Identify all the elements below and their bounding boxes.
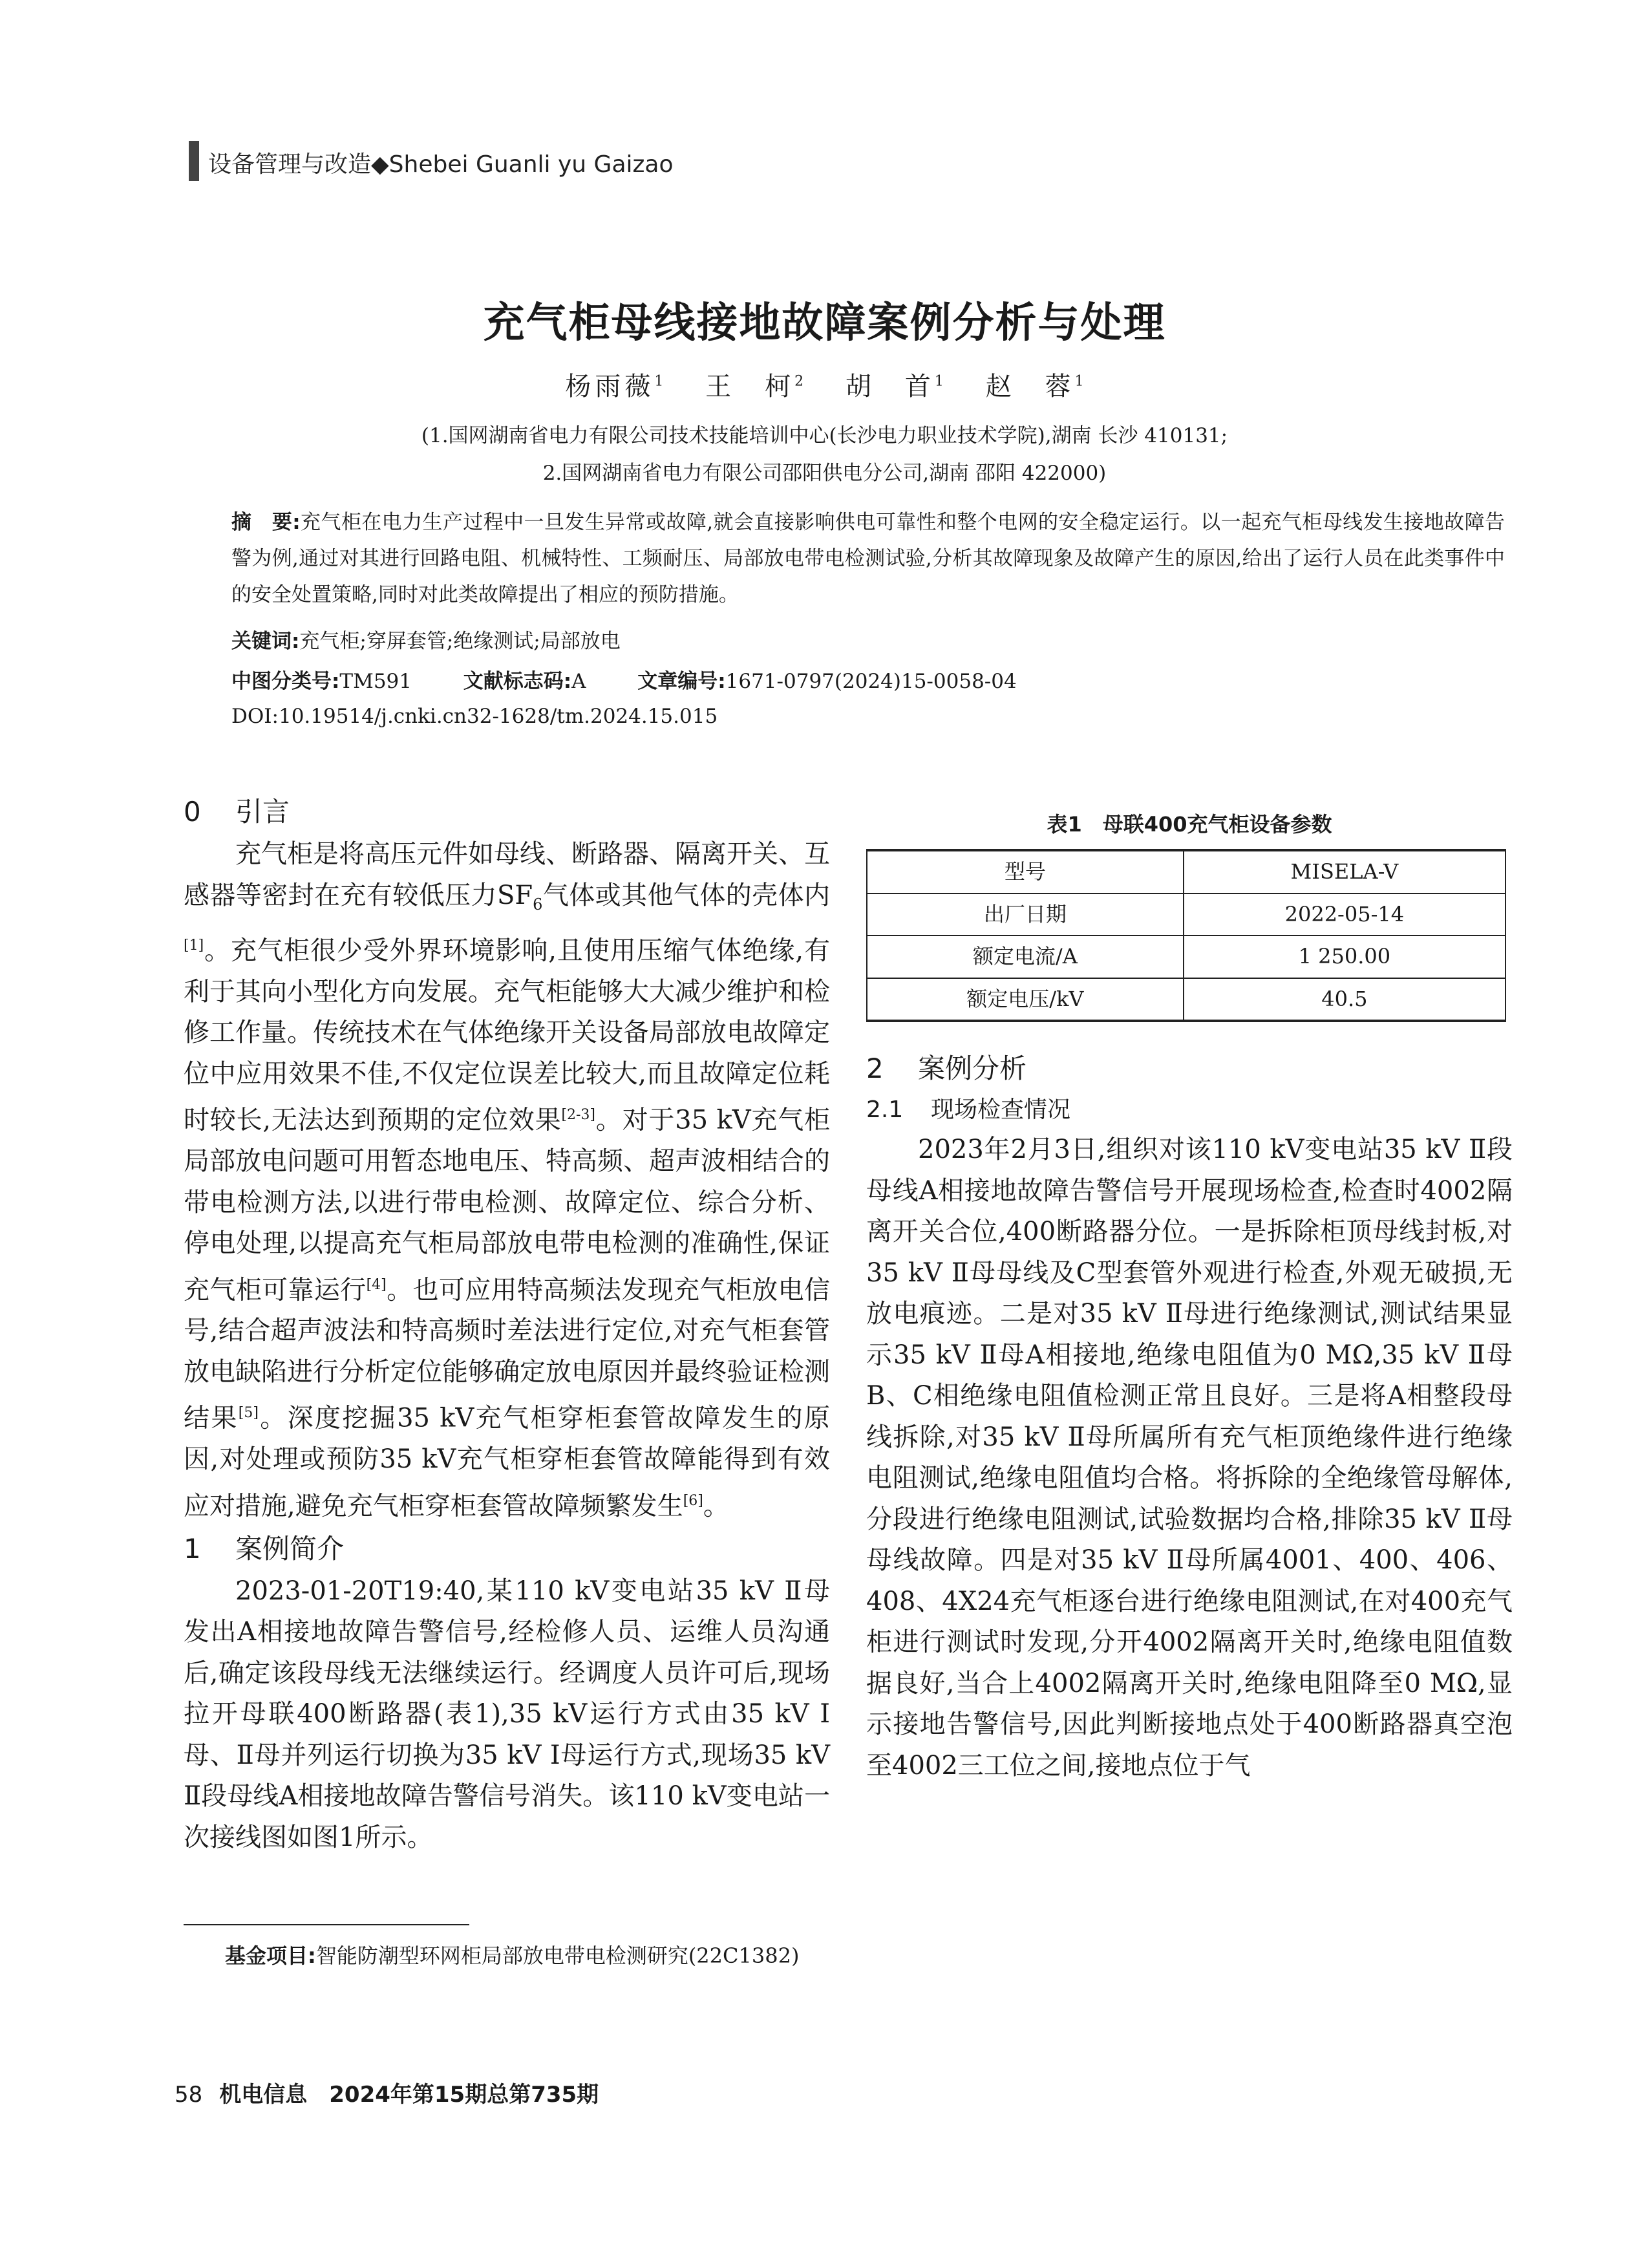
text-run: 。 bbox=[703, 1491, 729, 1521]
doc-code-value: A bbox=[571, 670, 586, 693]
citation: [2-3] bbox=[561, 1107, 596, 1124]
text-run: 气体或其他气体的壳体内 bbox=[542, 880, 831, 910]
section-heading bbox=[866, 1047, 1513, 1091]
section-heading bbox=[184, 1527, 830, 1571]
right-column bbox=[866, 805, 1513, 1786]
subsection-heading bbox=[866, 1091, 1513, 1129]
clc-label: 中图分类号: bbox=[231, 670, 340, 693]
citation: [5] bbox=[238, 1405, 259, 1422]
section-title: 引言 bbox=[235, 796, 290, 828]
affiliation-1: (1.国网湖南省电力有限公司技术技能培训中心(长沙电力职业技术学院),湖南 长沙 410131; bbox=[421, 424, 1228, 447]
table-cell: 40.5 bbox=[1184, 978, 1505, 1022]
table-row bbox=[867, 893, 1505, 936]
section-number: 0 bbox=[184, 796, 201, 828]
table-cell: MISELA-V bbox=[1184, 850, 1505, 893]
keywords-line bbox=[231, 625, 621, 654]
text-run: 。深度挖掘35 kV充气柜穿柜套管故障发生的原因,对处理或预防35 kV充气柜穿柜套管故障能得到有效应对措施,避免充气柜穿柜套管故障频繁发生 bbox=[184, 1403, 830, 1521]
classification-line bbox=[231, 665, 1017, 694]
text-run: 。也可应用特高频法发现充气柜放电信号,结合超声波法和特高频时差法进行定位,对充气柜套管放电缺陷进行分析定位能够确定放电原因并最终验证检测结果 bbox=[184, 1274, 831, 1433]
author-name: 胡 首 bbox=[845, 372, 935, 401]
paragraph: 2023年2月3日,组织对该110 kV变电站35 kV Ⅱ段母线A相接地故障告警信号开展现场检查,检查时4002隔离开关合位,400断路器分位。一是拆除柜顶母线封板,对35 kV Ⅱ母母线及C型套管外观进行检查,外观无破损,无放电痕迹。二是对35 kV Ⅱ母进行绝缘测试,测试结果显示35 kV Ⅱ母A相接地,绝缘电阻值为0 MΩ,35 kV Ⅱ母B、C相绝缘电阻值检测正常且良好。三是将A相整段母线拆除,对35 kV Ⅱ母所属所有充气柜顶绝缘件进行绝缘电阻测试,绝缘电阻值均合格。将拆除的全绝缘管母解体,分段进行绝缘电阻测试,试验数据均合格,排除35 kV Ⅱ母母线故障。四是对35 kV Ⅱ母所属4001、400、406、408、4X24充气柜逐台进行绝缘电阻测试,在对400充气柜进行测试时发现,分开4002隔离开关时,绝缘电阻值数据良好,当合上4002隔离开关时,绝缘电阻降至0 MΩ,显示接地告警信号,因此判断接地点处于400断路器真空泡至4002三工位之间,接地点位于气 bbox=[866, 1135, 1513, 1781]
abstract bbox=[231, 504, 1505, 613]
affiliation-2: 2.国网湖南省电力有限公司邵阳供电分公司,湖南 邵阳 422000) bbox=[542, 462, 1107, 485]
section-title: 案例分析 bbox=[918, 1053, 1027, 1084]
table-cell: 额定电流/A bbox=[867, 936, 1184, 978]
footnote-rule bbox=[184, 1924, 469, 1925]
doi-line bbox=[231, 705, 718, 728]
author-name: 赵 蓉 bbox=[985, 372, 1075, 401]
paragraph bbox=[184, 834, 830, 1527]
text-run: 。充气柜很少受外界环境影响,且使用压缩气体绝缘,有利于其向小型化方向发展。充气柜能够大大减少维护和检修工作量。传统技术在气体绝缘开关设备局部放电故障定位中应用效果不佳,不仅定位误差比较大,而且故障定位耗时较长,无法达到预期的定位效果 bbox=[184, 936, 830, 1135]
footnote-label: 基金项目: bbox=[225, 1943, 316, 1968]
page-footer bbox=[175, 2077, 599, 2108]
abstract-text: 充气柜在电力生产过程中一旦发生异常或故障,就会直接影响供电可靠性和整个电网的安全稳定运行。以一起充气柜母线发生接地故障告警为例,通过对其进行回路电阻、机械特性、工频耐压、局部放电带电检测试验,分析其故障现象及故障产生的原因,给出了运行人员在此类事件中的安全处置策略,同时对此类故障提出了相应的预防措施。 bbox=[231, 511, 1505, 606]
table-caption: 表1 母联400充气柜设备参数 bbox=[1047, 812, 1332, 837]
citation: [4] bbox=[366, 1276, 387, 1293]
author-sup: 1 bbox=[934, 373, 944, 390]
author-name: 王 柯 bbox=[705, 372, 795, 401]
footnote bbox=[184, 1937, 830, 1974]
section-heading bbox=[184, 790, 830, 834]
table-cell: 额定电压/kV bbox=[867, 978, 1184, 1022]
article-no-label: 文章编号: bbox=[637, 670, 726, 693]
keywords-text: 充气柜;穿屏套管;绝缘测试;局部放电 bbox=[299, 630, 621, 653]
doi-value: 10.19514/j.cnki.cn32-1628/tm.2024.15.015 bbox=[278, 705, 718, 728]
citation: [6] bbox=[683, 1492, 703, 1509]
author-list bbox=[0, 366, 1649, 403]
doi-label: DOI: bbox=[231, 705, 279, 728]
subsection-number: 2.1 bbox=[866, 1097, 904, 1123]
running-head: 设备管理与改造◆Shebei Guanli yu Gaizao bbox=[208, 151, 674, 178]
paragraph: 2023-01-20T19:40,某110 kV变电站35 kV Ⅱ母发出A相接地故障告警信号,经检修人员、运维人员沟通后,确定该段母线无法继续运行。经调度人员许可后,现场拉开母联400断路器(表1),35 kV运行方式由35 kV Ⅰ母、Ⅱ母并列运行切换为35 kV Ⅰ母运行方式,现场35 kV Ⅱ段母线A相接地故障告警信号消失。该110 kV变电站一次接线图如图1所示。 bbox=[184, 1576, 830, 1852]
page-number: 58 bbox=[175, 2082, 203, 2108]
article-no-value: 1671-0797(2024)15-0058-04 bbox=[725, 670, 1017, 693]
journal-info: 机电信息 2024年第15期总第735期 bbox=[219, 2082, 599, 2108]
table-cell: 型号 bbox=[867, 850, 1184, 893]
section-number: 2 bbox=[866, 1053, 884, 1084]
table-row bbox=[867, 850, 1505, 893]
text-run: 。对于35 kV充气柜局部放电问题可用暂态地电压、特高频、超声波相结合的带电检测方法,以进行带电检测、故障定位、综合分析、停电处理,以提高充气柜局部放电带电检测的准确性,保证充气柜可靠运行 bbox=[184, 1105, 830, 1305]
left-column bbox=[184, 790, 830, 1858]
subsection-title: 现场检查情况 bbox=[931, 1097, 1071, 1123]
clc-value: TM591 bbox=[339, 670, 412, 693]
author-sup: 2 bbox=[794, 373, 804, 390]
section-title: 案例简介 bbox=[235, 1532, 345, 1565]
author-sup: 1 bbox=[654, 373, 664, 390]
header-bar bbox=[189, 141, 199, 181]
table-cell: 2022-05-14 bbox=[1184, 893, 1505, 936]
parameter-table bbox=[866, 849, 1506, 1022]
article-title: 充气柜母线接地故障案例分析与处理 bbox=[483, 299, 1166, 347]
footnote-text: 智能防潮型环网柜局部放电带电检测研究(22C1382) bbox=[315, 1943, 800, 1968]
text-run: 充气柜是将高压元件如母线、断路器、隔离开关、互感器等密封在充有较低压力SF bbox=[184, 839, 830, 910]
table-cell: 出厂日期 bbox=[867, 893, 1184, 936]
author-name: 杨雨薇 bbox=[565, 372, 655, 401]
abstract-label: 摘 要: bbox=[231, 511, 301, 534]
keywords-label: 关键词: bbox=[231, 630, 300, 653]
citation: [1] bbox=[184, 937, 204, 954]
table-row bbox=[867, 978, 1505, 1022]
doc-code-label: 文献标志码: bbox=[463, 670, 572, 693]
subscript: 6 bbox=[533, 895, 543, 914]
table-row bbox=[867, 936, 1505, 978]
table-cell: 1 250.00 bbox=[1184, 936, 1505, 978]
section-number: 1 bbox=[184, 1532, 201, 1565]
author-sup: 1 bbox=[1074, 373, 1084, 390]
